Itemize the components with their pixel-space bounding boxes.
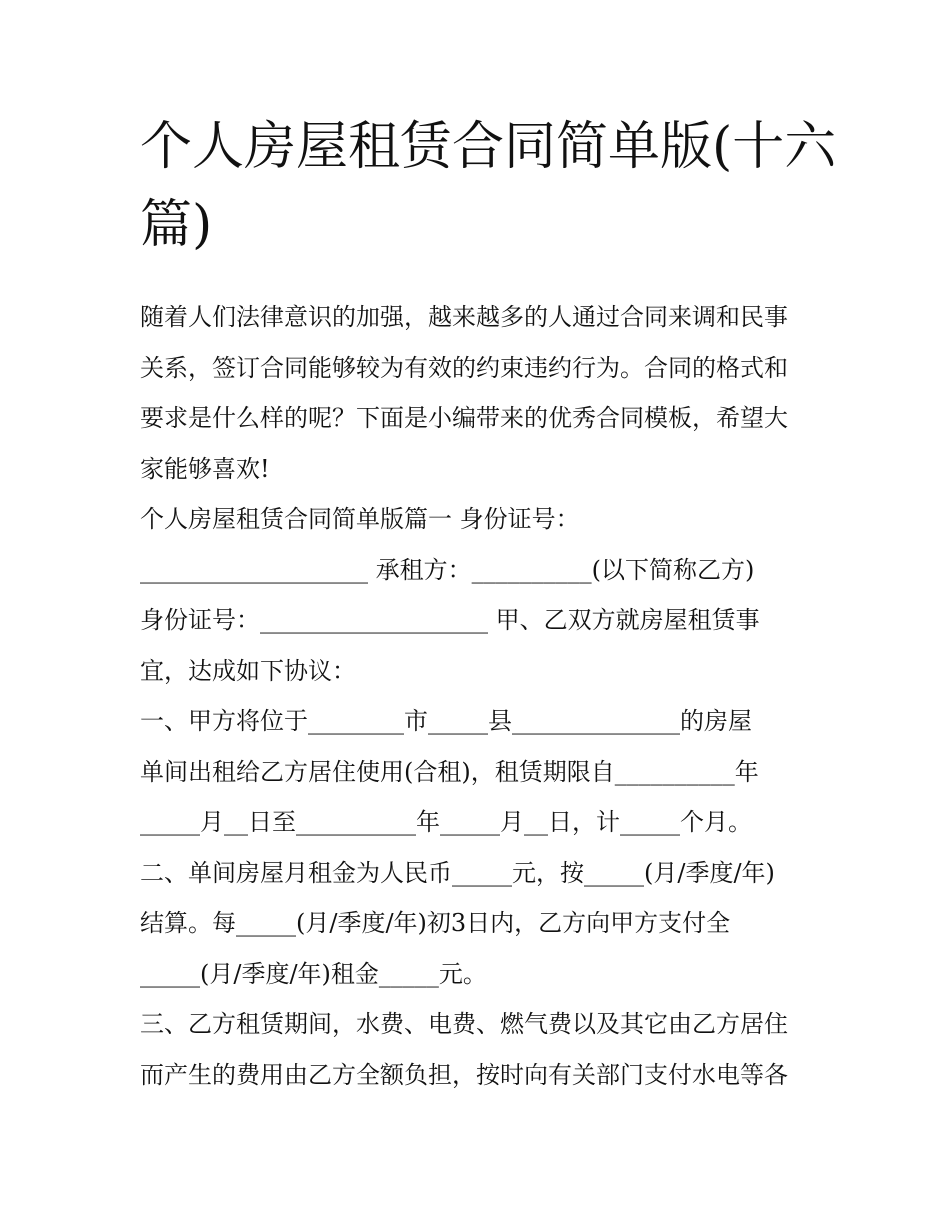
text-line: 要求是什么样的呢？下面是小编带来的优秀合同模板，希望大 [140,404,788,432]
text-line: 结算。每_____(月/季度/年)初3日内，乙方向甲方支付全 [140,909,731,937]
text-line: 随着人们法律意识的加强，越来越多的人通过合同来调和民事 [140,303,788,331]
text-line: 个人房屋租赁合同简单版篇一 身份证号： [140,505,580,533]
text-line: 身份证号：___________________ 甲、乙双方就房屋租赁事 [140,606,760,634]
text-line: 一、甲方将位于________市_____县______________的房屋 [140,707,752,735]
title-line: 个人房屋租赁合同简单版(十六 [140,117,837,177]
text-line: 关系，签订合同能够较为有效的约束违约行为。合同的格式和 [140,353,788,382]
contract-body [140,494,812,1100]
intro-paragraph [140,292,812,494]
text-line: _____月__日至__________年_____月__日，计_____个月。 [140,808,752,836]
text-line: 单间出租给乙方居住使用(合租)，租赁期限自__________年 [140,757,759,786]
text-line: _____(月/季度/年)租金_____元。 [140,959,487,988]
text-line: 三、乙方租赁期间，水费、电费、燃气费以及其它由乙方居住 [140,1010,788,1038]
text-line: 而产生的费用由乙方全额负担，按时向有关部门支付水电等各 [140,1060,788,1089]
document-title [140,108,837,264]
text-line: ___________________ 承租方：__________(以下简称乙方) [140,555,755,584]
text-line: 二、单间房屋月租金为人民币_____元，按_____(月/季度/年) [140,858,775,887]
document-page [140,108,837,1100]
text-line: 家能够喜欢! [140,454,270,483]
title-line: 篇) [140,195,213,255]
text-line: 宜，达成如下协议： [140,656,356,685]
